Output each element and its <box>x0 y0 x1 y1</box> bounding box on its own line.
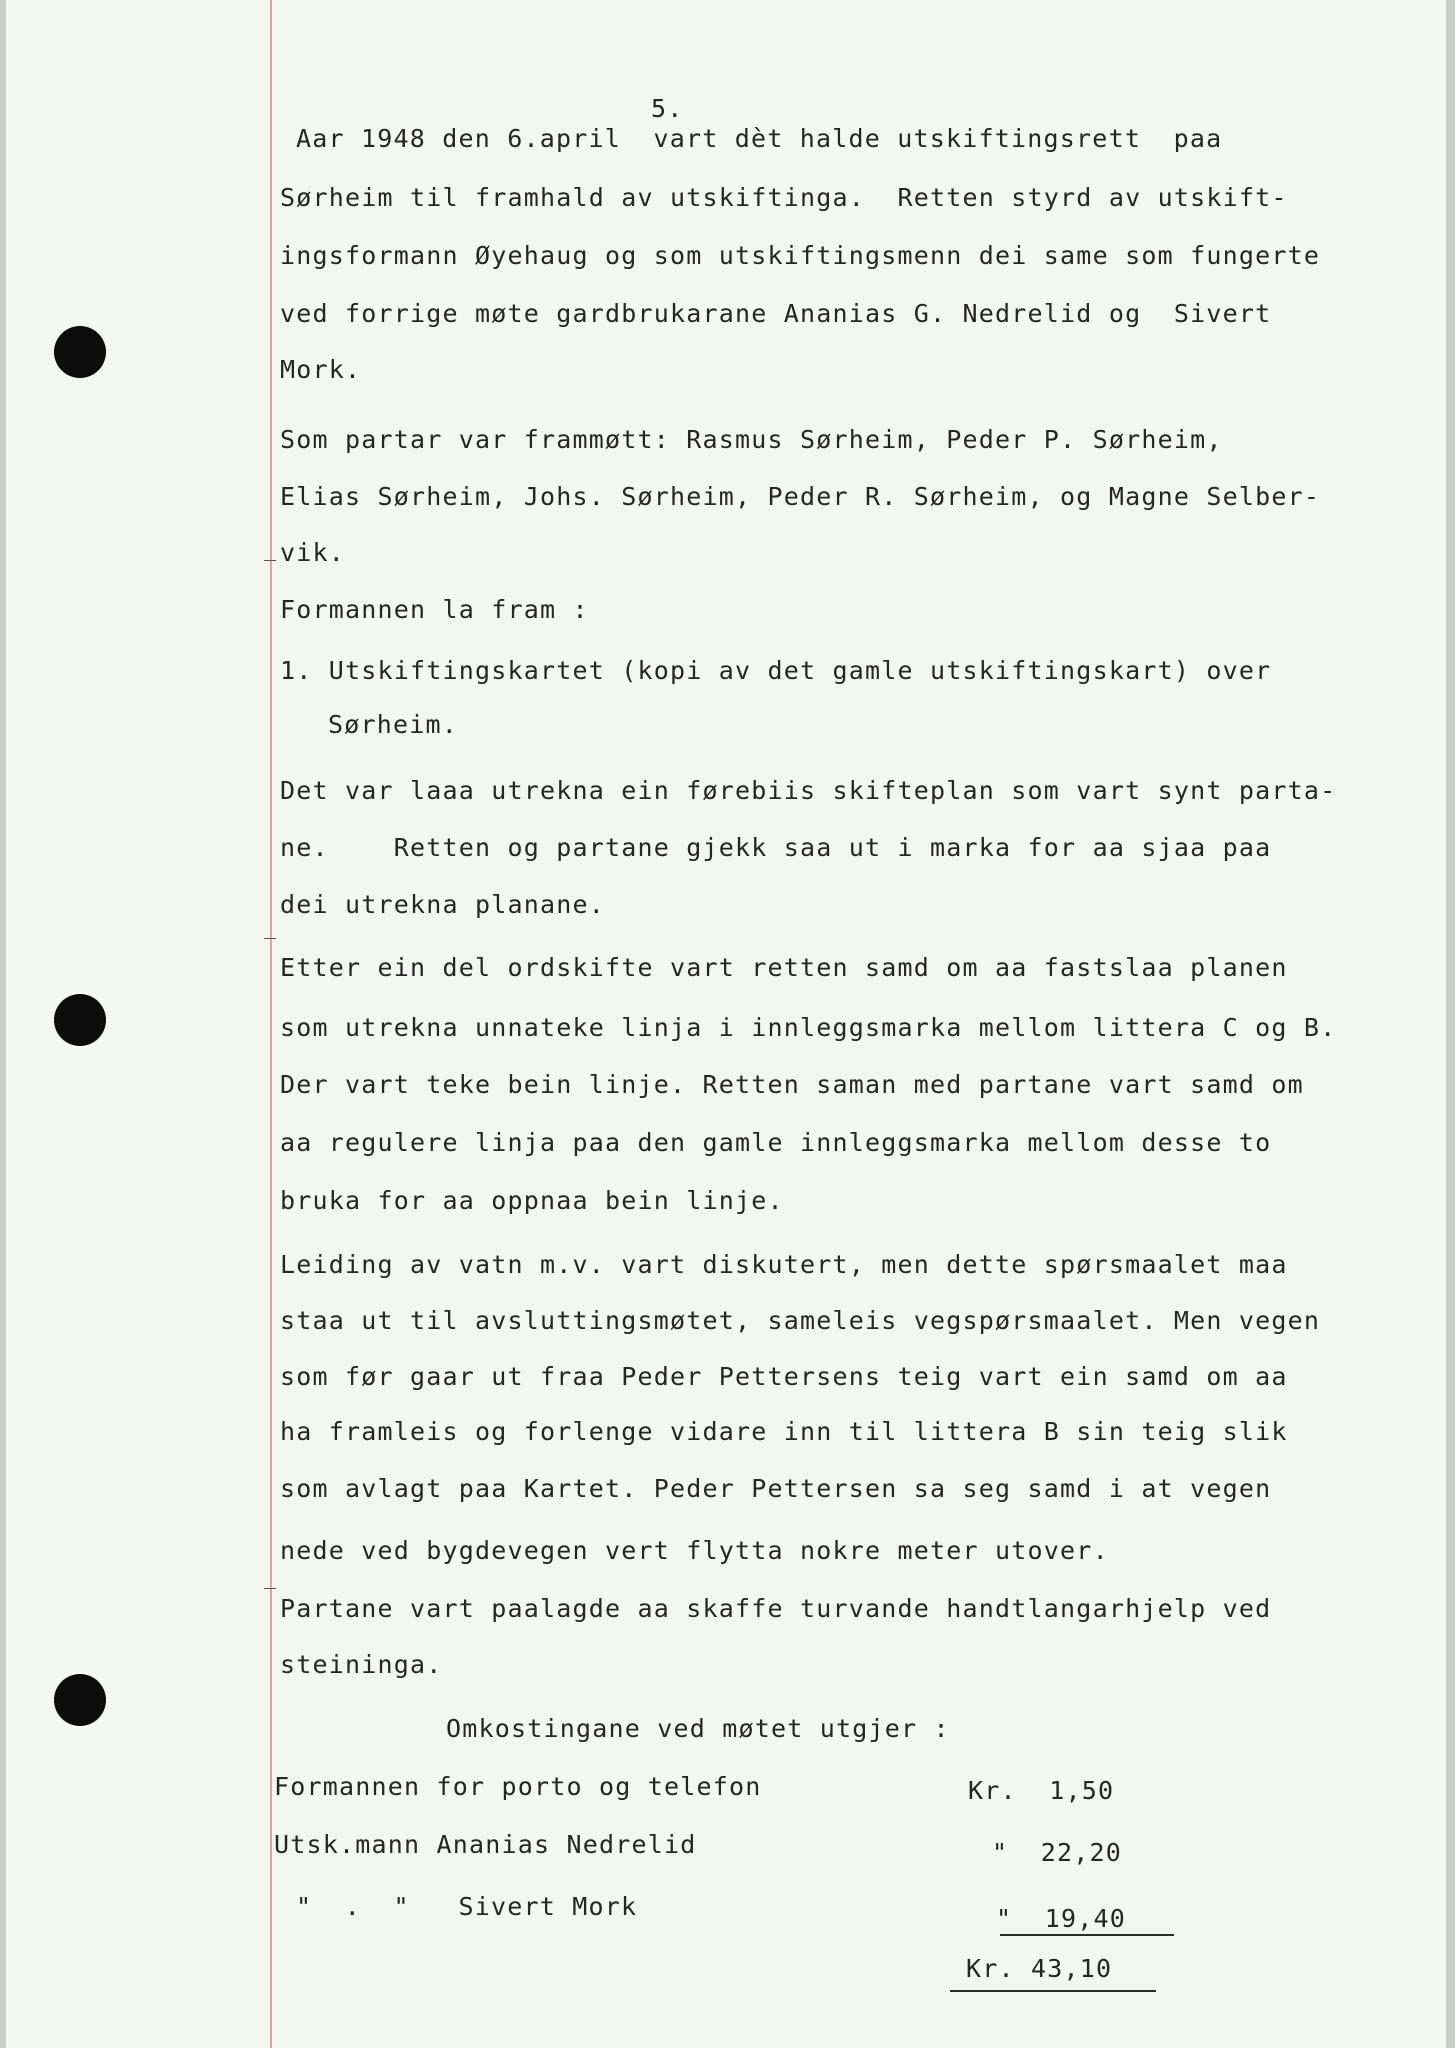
costs-heading: Omkostingane ved møtet utgjer : <box>446 1714 950 1743</box>
text-line: Mork. <box>280 355 362 384</box>
margin-line <box>270 0 272 2048</box>
text-line: Etter ein del ordskifte vart retten samd om aa fastslaa planen <box>280 953 1288 982</box>
text-line: nede ved bygdevegen vert flytta nokre meter utover. <box>280 1536 1109 1565</box>
cost-label: Utsk.mann Ananias Nedrelid <box>274 1830 697 1859</box>
punch-hole <box>54 994 106 1046</box>
text-line: som utrekna unnateke linja i innleggsmarka mellom littera C og B. <box>280 1013 1337 1042</box>
text-line: Aar 1948 den 6.april vart dèt halde utskiftingsrett paa <box>296 124 1223 153</box>
text-line: Partane vart paalagde aa skaffe turvande handtlangarhjelp ved <box>280 1594 1272 1623</box>
text-line: Det var laaa utrekna ein førebiis skifteplan som vart synt parta- <box>280 776 1337 805</box>
punch-hole <box>54 326 106 378</box>
margin-tick <box>264 1588 276 1589</box>
punch-hole <box>54 1674 106 1726</box>
text-line: 1. Utskiftingskartet (kopi av det gamle utskiftingskart) over <box>280 656 1272 685</box>
cost-amount: " 19,40 <box>996 1904 1127 1933</box>
text-line: Formannen la fram : <box>280 595 589 624</box>
text-line: Elias Sørheim, Johs. Sørheim, Peder R. Sørheim, og Magne Selber- <box>280 482 1321 511</box>
text-line: staa ut til avsluttingsmøtet, sameleis vegspørsmaalet. Men vegen <box>280 1306 1321 1335</box>
text-line: Som partar var frammøtt: Rasmus Sørheim, Peder P. Sørheim, <box>280 425 1223 454</box>
text-line: Sørheim til framhald av utskiftinga. Retten styrd av utskift- <box>280 183 1288 212</box>
document-page <box>6 0 1446 2048</box>
text-line: som før gaar ut fraa Peder Pettersens teig vart ein samd om aa <box>280 1362 1288 1391</box>
margin-tick <box>264 560 276 561</box>
text-line: vik. <box>280 538 346 567</box>
text-line: som avlagt paa Kartet. Peder Pettersen sa seg samd i at vegen <box>280 1474 1272 1503</box>
cost-label: " . " Sivert Mork <box>296 1892 638 1921</box>
cost-amount: " 22,20 <box>992 1838 1123 1867</box>
margin-tick <box>264 938 276 939</box>
text-line: steininga. <box>280 1650 443 1679</box>
text-line: Sørheim. <box>328 710 459 739</box>
text-line: Der vart teke bein linje. Retten saman med partane vart samd om <box>280 1070 1304 1099</box>
cost-amount: Kr. 1,50 <box>968 1776 1115 1805</box>
text-line: aa regulere linja paa den gamle innleggsmarka mellom desse to <box>280 1128 1272 1157</box>
text-line: dei utrekna planane. <box>280 890 606 919</box>
sum-rule <box>1000 1934 1174 1936</box>
text-line: bruka for aa oppnaa bein linje. <box>280 1186 784 1215</box>
text-line: ha framleis og forlenge vidare inn til littera B sin teig slik <box>280 1417 1288 1446</box>
text-line: ne. Retten og partane gjekk saa ut i marka for aa sjaa paa <box>280 833 1272 862</box>
text-line: ved forrige møte gardbrukarane Ananias G. Nedrelid og Sivert <box>280 299 1272 328</box>
page-number: 5. <box>651 94 684 123</box>
cost-total: Kr. 43,10 <box>966 1954 1113 1983</box>
text-line: ingsformann Øyehaug og som utskiftingsmenn dei same som fungerte <box>280 241 1321 270</box>
text-line: Leiding av vatn m.v. vart diskutert, men dette spørsmaalet maa <box>280 1250 1288 1279</box>
cost-label: Formannen for porto og telefon <box>274 1772 762 1801</box>
total-rule <box>950 1990 1156 1992</box>
